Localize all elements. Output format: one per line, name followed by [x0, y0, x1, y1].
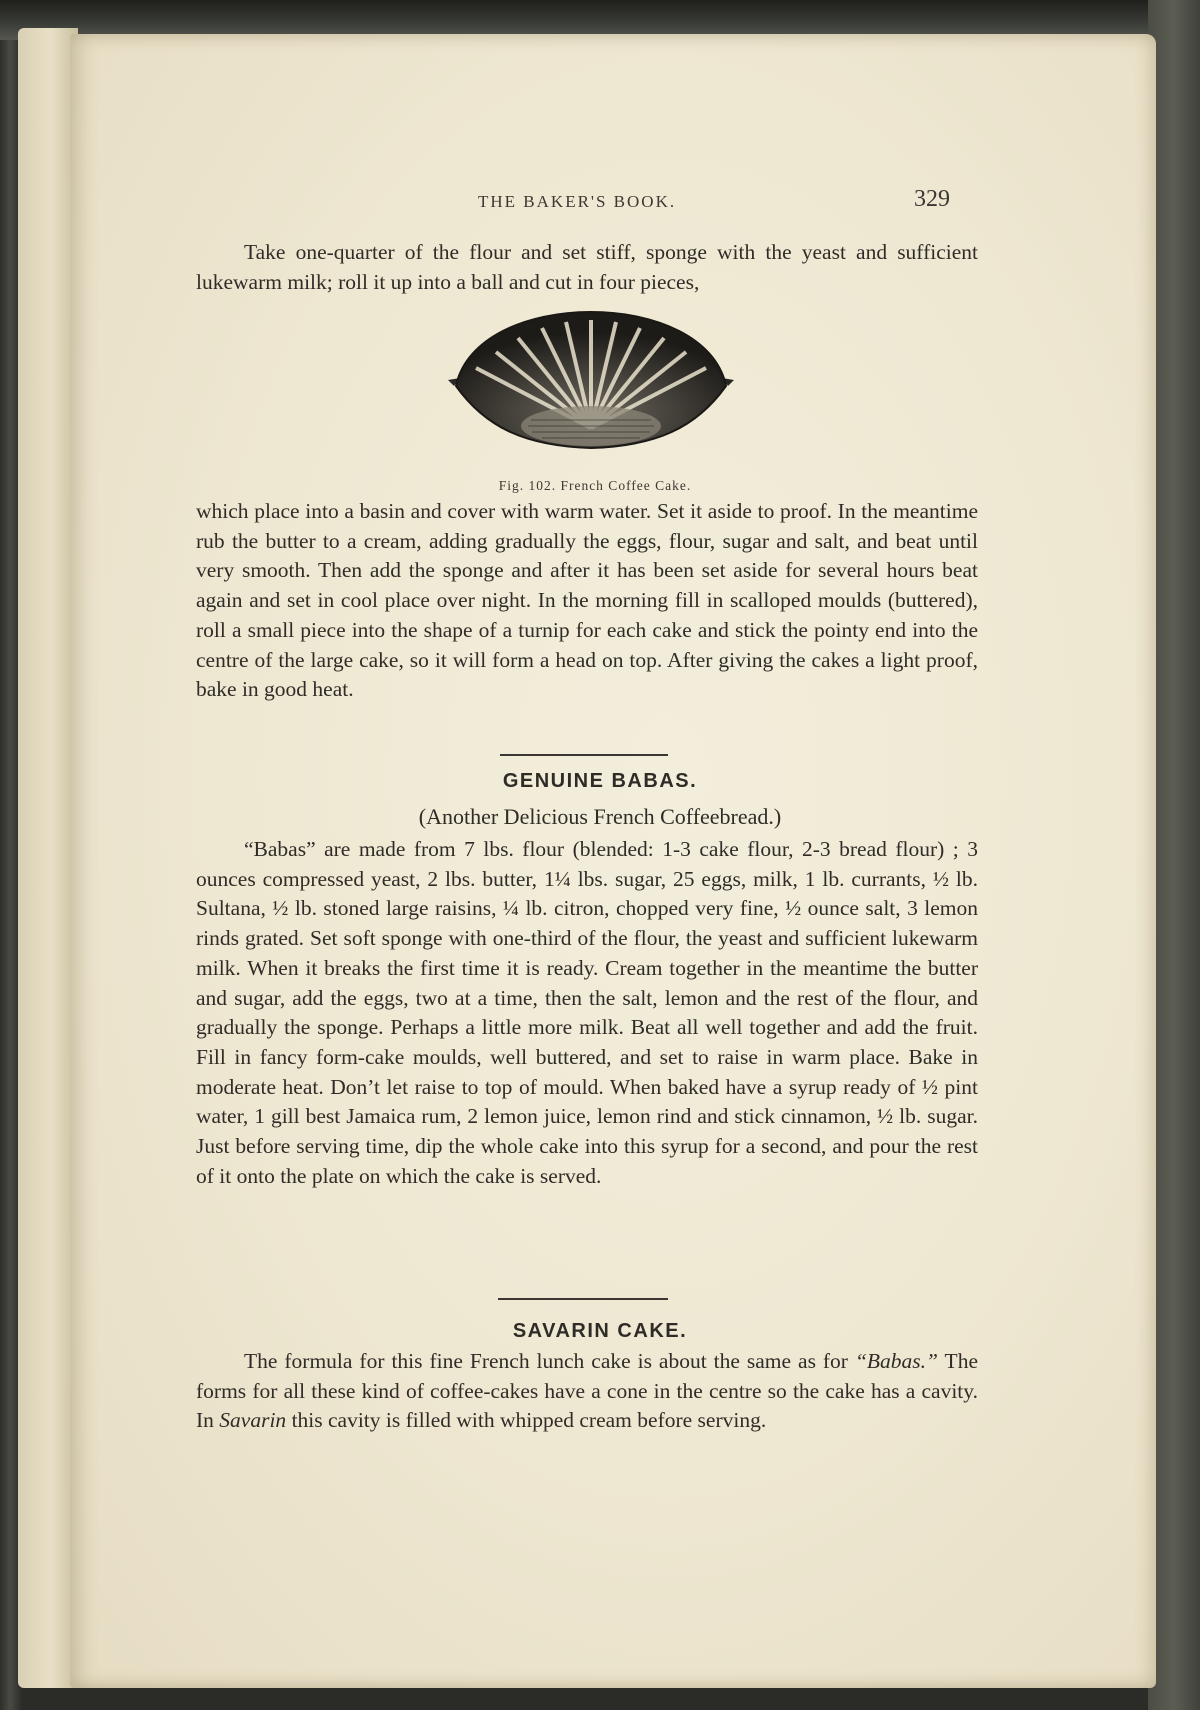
section-divider	[498, 1298, 668, 1300]
figure-caption: Fig. 102. French Coffee Cake.	[498, 478, 692, 493]
running-title: THE BAKER'S BOOK.	[478, 192, 677, 211]
savarin-paragraph	[196, 1347, 978, 1436]
babas-paragraph: “Babas” are made from 7 lbs. flour (blended: 1-3 cake flour, 2-3 bread flour) ; 3 ounces compressed yeast, 2 lbs. butter, 1¼ lbs. sugar, 25 eggs, milk, 1 lb. currants, ½ lb. Sultana, ½ lb. stoned large raisins, ¼ lb. citron, chopped very fine, ½ ounce salt, 3 lemon rinds grated. Set soft sponge with one-third of the flour, the yeast and sufficient lukewarm milk. When it breaks the first time it is ready. Cream together in the meantime the butter and sugar, add the eggs, two at a time, then the salt, lemon and the rest of the flour, and gradually the sponge. Perhaps a little more milk. Beat all well together and add the fruit. Fill in fancy form-cake moulds, well buttered, and set to raise in warm place. Bake in moderate heat. Don’t let raise to top of mould. When baked have a syrup ready of ½ pint water, 1 gill best Jamaica rum, 2 lemon juice, lemon rind and stick cinnamon, ½ lb. sugar. Just before serving time, dip the whole cake into this syrup for a second, and pour the rest of it onto the plate on which the cake is served.	[196, 837, 978, 1188]
section-heading-savarin: SAVARIN CAKE.	[512, 1320, 688, 1342]
page-number: 329	[914, 186, 950, 212]
savarin-reference: Savarin	[219, 1408, 287, 1433]
continuation-paragraph: which place into a basin and cover with warm water. Set it aside to proof. In the meantime rub the butter to a cream, adding gradually the eggs, flour, sugar and salt, and beat until very smooth. Then add the sponge and after it has been set aside for several hours beat again and set in cool place over night. In the morning fill in scalloped moulds (buttered), roll a small piece into the shape of a turnip for each cake and stick the pointy end into the centre of the large cake, so it will form a head on top. After giving the cakes a light proof, bake in good heat.	[196, 499, 978, 702]
facing-page-edge	[18, 28, 78, 1688]
savarin-text-1: The formula for this fine French lunch cake is about the same as for	[244, 1349, 855, 1373]
section-subtitle-babas: (Another Delicious French Coffeebread.)	[418, 804, 782, 829]
section-divider	[500, 754, 668, 756]
savarin-text-3: this cavity is filled with whipped cream before serving.	[286, 1408, 767, 1433]
savarin-text-2: The forms for all these kind of coffee-cakes have a cone in the centre so the cake has a cavity. In	[196, 1349, 978, 1433]
page-header	[0, 186, 1200, 220]
french-coffee-cake-illustration	[446, 308, 736, 458]
babas-reference: “Babas.”	[854, 1349, 938, 1373]
section-heading-babas: GENUINE BABAS.	[502, 770, 698, 792]
intro-paragraph: Take one-quarter of the flour and set stiff, sponge with the yeast and sufficient lukewarm milk; roll it up into a ball and cut in four pieces,	[196, 240, 978, 294]
